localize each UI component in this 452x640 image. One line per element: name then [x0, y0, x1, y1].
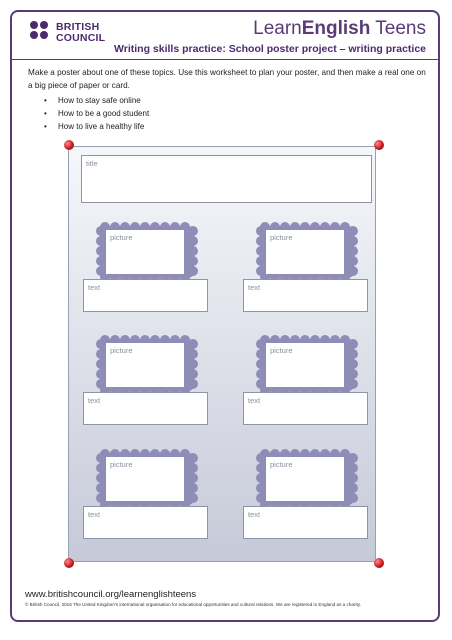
- picture-box[interactable]: picture: [106, 343, 184, 387]
- picture-box[interactable]: picture: [266, 457, 344, 501]
- text-box[interactable]: text: [83, 506, 208, 539]
- worksheet-subtitle: Writing skills practice: School poster project – writing practice: [114, 43, 426, 55]
- picture-box[interactable]: picture: [106, 457, 184, 501]
- picture-frame: [260, 226, 354, 278]
- site-title-english: English: [301, 18, 371, 39]
- text-box[interactable]: text: [243, 279, 368, 312]
- text-box[interactable]: text: [243, 506, 368, 539]
- instructions-text: Make a poster about one of these topics. Use this worksheet to plan your poster, and then make a real one on a big piece of paper or card.: [28, 68, 426, 90]
- header-divider: [12, 59, 440, 60]
- text-box[interactable]: text: [83, 392, 208, 425]
- picture-box[interactable]: picture: [106, 230, 184, 274]
- picture-box[interactable]: picture: [266, 230, 344, 274]
- logo-wordmark: [56, 22, 105, 44]
- text-box[interactable]: text: [83, 279, 208, 312]
- text-box[interactable]: text: [243, 392, 368, 425]
- topic-item: • How to stay safe online: [44, 94, 149, 107]
- topic-item: • How to be a good student: [44, 107, 149, 120]
- picture-frame: [100, 339, 194, 391]
- poster-title-box[interactable]: title: [81, 155, 372, 203]
- pushpin-icon: [64, 558, 74, 568]
- picture-frame: [100, 453, 194, 505]
- footer-url[interactable]: www.britishcouncil.org/learnenglishteens: [25, 589, 197, 600]
- topic-item: • How to live a healthy life: [44, 120, 149, 133]
- pushpin-icon: [374, 558, 384, 568]
- brand-line-2: COUNCIL: [56, 32, 106, 44]
- picture-frame: [260, 453, 354, 505]
- site-title-teens: Teens: [370, 18, 426, 39]
- pushpin-icon: [64, 140, 74, 150]
- picture-frame: [260, 339, 354, 391]
- brand-line-1: BRITISH: [56, 21, 100, 33]
- site-title-learn: Learn: [253, 18, 302, 39]
- site-title: [253, 18, 426, 40]
- logo-dots-icon: [30, 21, 50, 41]
- picture-frame: [100, 226, 194, 278]
- picture-box[interactable]: picture: [266, 343, 344, 387]
- pushpin-icon: [374, 140, 384, 150]
- topic-list: [44, 94, 149, 133]
- copyright-text: © British Council, 2016 The United Kingdom's international organisation for educational opportunities and cultural relations. We are registered in England as a charity.: [25, 602, 361, 607]
